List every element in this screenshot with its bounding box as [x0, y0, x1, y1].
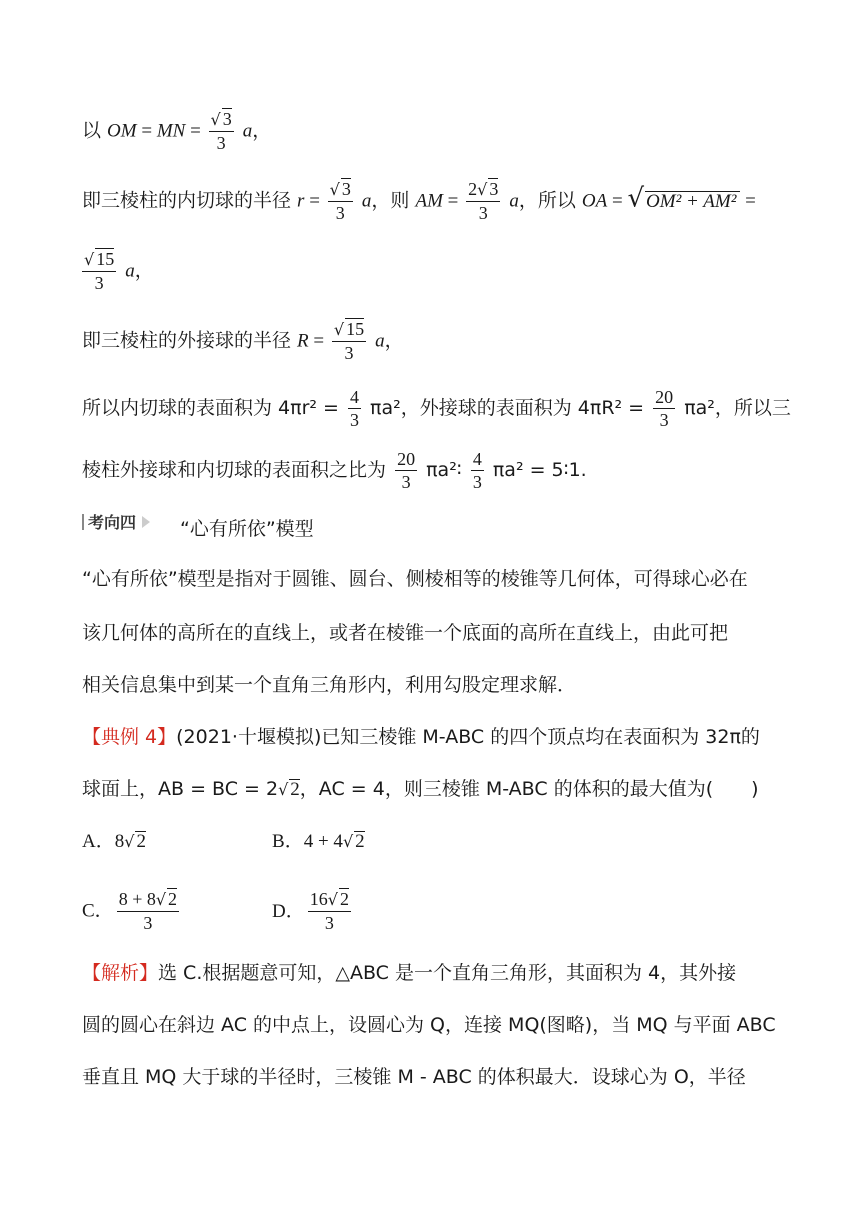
- option-a-label: A．8: [82, 831, 125, 852]
- radical-sign: √: [278, 780, 289, 799]
- numerator: 20: [397, 449, 416, 469]
- text: 即三棱柱的外接球的半径: [82, 329, 298, 352]
- example-text: ，AC = 4，则三棱锥 M-ABC 的体积的最大值为( ): [299, 778, 759, 800]
- var-a: a: [375, 330, 385, 352]
- example-label: 【典例 4】: [82, 726, 177, 748]
- radical-sign: √: [210, 110, 221, 129]
- radicand: 3: [489, 179, 499, 199]
- fraction-sqrt15-over-3: [332, 318, 366, 364]
- denominator: 3: [472, 472, 482, 492]
- analysis-line-3: 垂直且 MQ 大于球的半径时，三棱锥 M - ABC 的体积最大．设球心为 O，半径: [82, 1066, 746, 1088]
- denominator: 3: [344, 343, 354, 363]
- fraction-option-d: [308, 888, 351, 934]
- tag-bar: [82, 514, 84, 530]
- example-text: 球面上，AB = BC = 2: [82, 778, 279, 800]
- coefficient: 2: [468, 179, 478, 199]
- formula-line-2: [82, 178, 800, 224]
- formula-line-6: [82, 448, 800, 493]
- option-c-label: C．: [82, 900, 114, 922]
- text: 即三棱柱的内切球的半径: [82, 189, 298, 212]
- radicand: 2: [290, 779, 300, 800]
- var-om: OM: [107, 120, 137, 142]
- equals: =: [136, 120, 157, 142]
- fraction-sqrt15-over-3: [82, 248, 116, 294]
- option-b[interactable]: [272, 830, 365, 852]
- example-line-2: [82, 774, 800, 805]
- analysis-text: 选 C.根据题意可知，△ABC 是一个直角三角形，其面积为 4，其外接: [158, 962, 737, 984]
- formula-line-3: [82, 248, 800, 294]
- denominator: 3: [143, 913, 153, 933]
- radicand-om-am: OM² + AM²: [645, 191, 740, 212]
- fraction-2sqrt3-over-3: [466, 178, 500, 224]
- numerator: 4: [472, 449, 482, 469]
- fraction-20-over-3: [653, 386, 675, 431]
- equals: =: [740, 190, 756, 212]
- radicand: 15: [96, 249, 115, 269]
- text: ，所以: [518, 189, 582, 212]
- section-tag-label: 考向四: [88, 513, 137, 532]
- option-b-label: B．4 + 4: [272, 831, 343, 852]
- radical-sign: √: [124, 832, 135, 851]
- radical-sign: √: [627, 183, 645, 214]
- var-a: a: [361, 190, 372, 212]
- text: 棱柱外接球和内切球的表面积之比为: [82, 459, 387, 481]
- analysis-line-1: [82, 958, 800, 988]
- radicand: 15: [346, 319, 365, 339]
- punct: ，: [252, 119, 272, 142]
- formula-line-4: [82, 318, 800, 364]
- equals: =: [185, 120, 206, 142]
- var-r: r: [297, 190, 305, 212]
- options-row-2: [82, 888, 800, 934]
- radicand: 3: [341, 179, 351, 199]
- var-am: AM: [415, 190, 443, 212]
- fraction-20-over-3: [395, 448, 417, 493]
- punct: ，: [134, 259, 154, 282]
- options-row-1: [82, 826, 800, 857]
- fraction-sqrt3-over-3: [209, 108, 234, 154]
- fraction-4-over-3: [348, 386, 361, 431]
- var-oa: OA: [581, 190, 608, 212]
- equals: =: [442, 190, 464, 212]
- numerator: 8 + 8: [118, 889, 156, 909]
- option-d[interactable]: [272, 889, 354, 933]
- denominator: 3: [335, 203, 345, 223]
- numerator: 4: [350, 387, 359, 407]
- radical-sign: √: [333, 320, 345, 339]
- radical-sign: √: [477, 180, 488, 199]
- paragraph-line-3: 相关信息集中到某一个直角三角形内，利用勾股定理求解．: [82, 674, 577, 696]
- option-a[interactable]: [82, 826, 266, 857]
- denominator: 3: [94, 273, 104, 293]
- denominator: 3: [659, 410, 669, 430]
- paragraph-line-1: “心有所依”模型是指对于圆锥、圆台、侧棱相等的棱锥等几何体，可得球心必在: [82, 568, 748, 590]
- radicand: 2: [168, 889, 178, 909]
- var-a: a: [125, 260, 135, 282]
- equals: =: [304, 190, 325, 212]
- radical-sign: √: [342, 832, 354, 851]
- fraction-sqrt3-over-3: [328, 178, 353, 224]
- triangle-arrow-icon: [142, 516, 150, 528]
- denominator: 3: [478, 203, 488, 223]
- option-d-label: D．: [272, 900, 305, 922]
- section-title: “心有所依”模型: [180, 518, 314, 540]
- text: ，则: [371, 189, 416, 212]
- formula-line-1: [82, 108, 800, 154]
- numerator: 16: [309, 889, 328, 909]
- equals: =: [308, 330, 329, 352]
- text: 所以内切球的表面积为 4πr² =: [82, 397, 345, 419]
- option-c[interactable]: [82, 888, 266, 934]
- fraction-option-c: [117, 888, 179, 934]
- denominator: 3: [401, 472, 411, 492]
- var-r-big: R: [297, 330, 309, 352]
- radicand: 2: [339, 889, 349, 909]
- paragraph-line-2: 该几何体的高所在的直线上，或者在棱锥一个底面的高所在直线上，由此可把: [82, 622, 729, 644]
- radical-sign: √: [155, 890, 167, 909]
- radical-sign: √: [327, 890, 338, 909]
- var-mn: MN: [156, 120, 186, 142]
- text: 以: [82, 119, 108, 142]
- fraction-4-over-3: [471, 448, 484, 493]
- radical-sign: √: [329, 180, 340, 199]
- analysis-label: 【解析】: [82, 962, 159, 984]
- text: πa²，所以三: [684, 397, 791, 419]
- analysis-line-2: 圆的圆心在斜边 AC 的中点上，设圆心为 Q，连接 MQ(图略)，当 MQ 与平面 ABC: [82, 1014, 776, 1036]
- equals: =: [607, 190, 628, 212]
- denominator: 3: [350, 410, 359, 430]
- formula-line-5: [82, 386, 800, 431]
- section-tag: [82, 510, 150, 533]
- numerator: 20: [655, 387, 674, 407]
- radical-sign: √: [84, 250, 95, 269]
- text: πa²，外接球的表面积为 4πR² =: [370, 397, 651, 419]
- radicand: 2: [136, 831, 146, 852]
- punct: ，: [384, 329, 404, 352]
- example-line-1: [82, 722, 800, 752]
- radicand: 2: [355, 831, 365, 852]
- var-a: a: [509, 190, 519, 212]
- denominator: 3: [216, 133, 226, 153]
- example-text: (2021·十堰模拟)已知三棱锥 M-ABC 的四个顶点均在表面积为 32π的: [176, 726, 760, 748]
- text: πa²∶: [426, 459, 462, 481]
- denominator: 3: [324, 913, 334, 933]
- radicand: 3: [222, 109, 232, 129]
- text: πa² = 5∶1.: [492, 459, 587, 481]
- var-a: a: [242, 120, 253, 142]
